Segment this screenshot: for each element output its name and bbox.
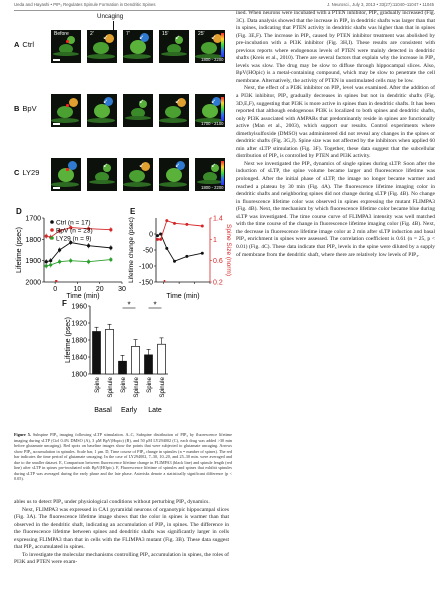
category-label: Spine: [146, 377, 153, 393]
y-axis-label: Lifetime (psec): [65, 317, 72, 363]
lifetime-colorbar: [221, 161, 224, 185]
figure-5: [14, 12, 231, 428]
fluorescent-structure: [165, 106, 181, 118]
x-tick-label: 10: [73, 286, 82, 293]
body_left-paragraph: Next, FLIMPA3 was expressed in CA1 pyramidal neurons of organotypic hippocampal slices (Fig. 3A). The fluorescence lifetime image shows that the color in spines is warmer than that observed in the dendritic shaft, indicating an accumulation of PIP₃ in spines. The difference in the fluorescence lifetime between spines and dendritic shafts was significantly larger in cells expressing FLIMPA3 than that in cells with the FLIMPA3 mutant (Fig. 3B). These data suggest that PIP₃ accumulated in spines.: [14, 506, 229, 551]
x-axis-label: Time (min): [66, 293, 100, 300]
significance-asterisk: *: [127, 300, 131, 310]
lifetime-colorbar: [221, 33, 224, 57]
chart-f: [64, 300, 174, 428]
data-point: [58, 248, 61, 251]
fluorescent-structure: [51, 118, 79, 123]
body-text-right: [236, 10, 435, 259]
category-label: Spinule: [133, 377, 140, 398]
series-line: [158, 221, 203, 240]
body_left-paragraph: ables us to detect PIP₃ under physiological conditions without perturbing PIP₃ dynamics.: [14, 499, 210, 505]
arrow-icon: ↙: [175, 99, 181, 105]
micrograph-tile: [195, 30, 225, 63]
data-point: [165, 219, 168, 222]
micrograph-tile: [195, 158, 225, 191]
lifetime-colorbar: [221, 97, 224, 121]
row-label-ly29: [14, 168, 39, 177]
micrograph-tile: [123, 94, 153, 127]
fluorescent-structure: [89, 180, 115, 184]
uncaging-spot: [66, 104, 69, 107]
row-condition: Ctrl: [22, 40, 35, 49]
panel-letter-d: D: [16, 207, 22, 216]
data-point: [201, 225, 204, 228]
y-tick-label-left: -50: [142, 247, 153, 255]
row-condition: BpV: [22, 104, 37, 113]
legend-marker: [50, 236, 54, 240]
arrow-icon: ↙: [211, 99, 217, 105]
data-point: [69, 259, 72, 262]
x-tick-label: 30: [118, 286, 126, 293]
fluorescent-structure: [125, 116, 151, 120]
timepoint-label: Before: [54, 31, 69, 37]
micrograph-tile: [123, 158, 153, 191]
timepoint-label: 7': [126, 31, 130, 37]
micrograph-tile: [159, 94, 189, 127]
row-letter: C: [14, 168, 20, 177]
data-point: [159, 238, 162, 241]
data-point: [87, 260, 90, 263]
data-point: [109, 228, 112, 231]
y-tick-label-right: 1: [213, 236, 217, 244]
row-condition: LY29: [22, 168, 40, 177]
bar: [93, 332, 101, 375]
y-tick-label: 1840: [71, 354, 87, 362]
group-label: Basal: [94, 407, 112, 414]
arrow-icon: ↙: [139, 99, 145, 105]
y-axis-label-right: Spine Size (norm): [225, 223, 232, 277]
uncaging-spot: [66, 168, 69, 171]
fluorescent-structure: [123, 182, 151, 187]
fluorescent-structure: [93, 42, 109, 54]
timepoint-label: 15': [162, 31, 169, 37]
significance-asterisk: *: [153, 300, 157, 310]
body_left-paragraph: To investigate the molecular mechanisms controlling PIP₃ accumulation in spines, the roles of PI3K and PTEN were exam-: [14, 551, 229, 566]
arrow-icon: ↙: [211, 35, 217, 41]
panel-letter-e: E: [130, 207, 136, 216]
row-label-ctrl: [14, 40, 34, 49]
micrograph-tile: [87, 158, 117, 191]
micrograph-tile: [159, 158, 189, 191]
fluorescent-structure: [129, 170, 145, 182]
micrograph-tile: [159, 30, 189, 63]
chart-e: [126, 212, 231, 298]
fluorescent-structure: [123, 54, 151, 59]
fluorescent-structure: [161, 52, 187, 56]
running-header-left: Ueda and Hayashi • PIP₃ Regulates Spinule Formation in Dendritic Spines: [14, 2, 156, 7]
row-label-bpv: [14, 104, 37, 113]
fluorescent-structure: [130, 40, 146, 54]
x-tick-label: 0: [53, 286, 58, 293]
body_right-paragraph: Next, the effect of a PI3K inhibitor on PIP₃ level was examined. After the addition of a PI3K inhibitor, PIP₃ gradually decreases in spines but not in dendritic shafts (Fig. 3D,E,F), suggesting that PI3K is more active in spines than in dendritic shafts. It has been reported that although endogenous PI3K is localized to both spines and dendritic shafts, only PI3K associated with AMPARs that predominantly reside in spines are functionally active (Man et al., 2003), which support our results. Control experiments where dimethylsulfoxide (DMSO) was administered did not reveal any changes in the spines or dendritic shafts (Fig. 3G,J). Spine size was not affected by the inhibitors when applied 60 min after sLTP stimulation (Fig. 3F). Together, these data suggest that the subcellular distribution of PIP₃ is controlled by PTEN and PI3K activity.: [236, 85, 435, 160]
arrow-icon: ↙: [103, 99, 109, 105]
uncaging-marker: [113, 21, 114, 30]
arrow-icon: ↙: [211, 163, 217, 169]
lifetime-range-label: 1700 - 2100: [201, 121, 224, 126]
data-point: [173, 260, 176, 263]
running-header-right: J. Neurosci., July 3, 2013 • 33(27):11040–11047 • 11045: [327, 2, 434, 7]
row-letter: B: [14, 104, 20, 113]
arrow-icon: ↙: [103, 35, 109, 41]
fluorescent-structure: [57, 106, 73, 118]
scale-bar: [53, 59, 60, 61]
y-tick-label: 1700: [25, 215, 41, 223]
legend-marker: [50, 220, 54, 224]
data-point: [45, 260, 48, 263]
body-text-left: [14, 499, 229, 567]
uncaging-period-bar: [55, 280, 57, 282]
fluorescent-structure: [94, 104, 110, 118]
fluorescent-structure: [69, 98, 78, 107]
y-tick-label: 1800: [71, 371, 87, 379]
scale-bar: [53, 187, 60, 189]
data-point: [49, 263, 52, 266]
group-label: Late: [148, 407, 162, 414]
y-tick-label: 1960: [71, 303, 87, 311]
data-point: [109, 258, 112, 261]
micrograph-tile: [51, 94, 81, 127]
category-label: Spine: [94, 377, 101, 393]
y-tick-label-left: -150: [138, 279, 153, 287]
micrograph-tile: [87, 94, 117, 127]
x-tick-label: 20: [95, 286, 104, 293]
y-tick-label-right: 0.2: [213, 279, 223, 287]
arrow-icon: ↙: [139, 35, 145, 41]
bar: [132, 346, 140, 374]
data-point: [173, 222, 176, 225]
data-point: [87, 244, 90, 247]
fluorescent-structure: [159, 118, 187, 123]
body_right-paragraph: ined. When neurons were incubated with a PTEN inhibitor, PIP₃ gradually increased (Fig. 3C). Data analysis showed that the increase in PIP₃ in dendritic shafts was larger than that in spines, indicating that PTEN activity in dendritic shafts was higher than that in spines (Fig. 3E,F). The increase in PIP₃ caused by PTEN inhibitor treatment was abolished by pre-incubation with a PI3K inhibitor (Fig. 3H,I). These results are consistent with previous reports where endogenous levels of PTEN were mainly detected in dendritic shafts (Kreis et al., 2010). There are several factors that explain why the increase in PIP₃ levels was slow. The drug may be slow to diffuse through hippocampal slices. Also, BpV(HOpic) is a metal-containing compound, which may be slow to penetrate the cell membrane. Alternatively, the activity of PTEN in unstimulated cells may be low.: [236, 10, 435, 84]
micrograph-tile: [51, 30, 81, 63]
uncaging-label: Uncaging: [97, 13, 124, 20]
micrograph-tile: [123, 30, 153, 63]
fluorescent-structure: [51, 182, 79, 187]
y-tick-label: 2000: [25, 279, 41, 287]
micrograph-tile: [51, 158, 81, 191]
data-point: [156, 234, 159, 237]
fluorescent-structure: [87, 54, 115, 59]
x-axis-label: Time (min): [166, 293, 200, 300]
fluorescent-structure: [197, 180, 223, 184]
data-point: [201, 252, 204, 255]
arrow-icon: ↙: [175, 35, 181, 41]
data-point: [185, 255, 188, 258]
arrow-icon: ↙: [103, 163, 109, 169]
fluorescent-structure: [202, 104, 218, 118]
bar: [145, 355, 153, 374]
bar: [158, 344, 166, 374]
bar: [106, 329, 114, 374]
data-point: [156, 238, 159, 241]
caption-text: Subspine PIP₃ imaging following sLTP stimulation. A–C, Subspine distribution of PIP₃ by fluorescence lifetime imaging during sLTP (Ctrl 0.4% DMSO (A), 3 μM BpV(Hopic) (B), and 50 μM LY294002 (C), each drug was added >30 min before glutamate uncaging). Red spots on baseline images show the points that were subjected to glutamate uncaging. Arrows show PIP₃ accumulation in spinules. Scale bar, 1 μm. D, Time course of PIP₃ change in spinules (n = number of spines). The red bar indicates the time period of glutamate uncaging. In the case of LY294002, 7–30, 10–20, and 25–30 min. were averaged and due to the smaller dataset. E, Comparison between fluorescence lifetime change in FLIMPA3 (black line) and spinule length (red line) after sLTP in spines pre-incubated with BpV(HOpic). F, Fluorescence lifetime of spinules and spines that exhibit spinules during sLTP was averaged during the early phase and the late phase. Asterisks denote a statistically significant difference (p < 0.05).: [14, 432, 233, 481]
data-point: [45, 235, 48, 238]
data-point: [185, 223, 188, 226]
y-tick-label-right: 0.6: [213, 258, 223, 266]
data-point: [165, 247, 168, 250]
timepoint-label: 2': [90, 31, 94, 37]
data-point: [45, 264, 48, 267]
y-tick-label: 1920: [71, 320, 87, 328]
y-axis-label-left: Lifetime change (psec): [128, 217, 135, 283]
y-tick-label-right: 1.4: [213, 215, 223, 223]
figure-caption: [14, 432, 232, 482]
panel-letter-f: F: [62, 299, 67, 308]
bar: [119, 361, 127, 374]
lifetime-range-label: 1800 - 2200: [201, 185, 224, 190]
timepoint-label: 25': [198, 31, 205, 37]
category-label: Spinule: [107, 377, 114, 398]
legend-label: BpV (n = 23): [56, 227, 93, 235]
y-tick-label-left: -100: [138, 263, 153, 271]
fluorescent-structure: [87, 118, 115, 123]
caption-title: Figure 5.: [14, 432, 31, 437]
fluorescent-structure: [159, 182, 187, 187]
micrograph-tile: [87, 30, 117, 63]
y-tick-label: 1880: [71, 337, 87, 345]
fluorescent-structure: [166, 168, 182, 182]
data-point: [109, 246, 112, 249]
category-label: Spinule: [159, 377, 166, 398]
fluorescent-structure: [201, 42, 217, 54]
uncaging-spot: [66, 40, 69, 43]
legend-label: LY29 (n = 9): [56, 235, 92, 243]
category-label: Spine: [120, 377, 127, 393]
arrow-icon: ↙: [139, 163, 145, 169]
uncaging-period-bar: [164, 280, 166, 282]
scale-bar: [53, 123, 60, 125]
legend-label: Ctrl (n = 17): [56, 219, 91, 227]
micrograph-tile: [195, 94, 225, 127]
group-label: Early: [121, 407, 137, 414]
y-tick-label-left: 0: [149, 231, 153, 239]
y-tick-label: 1800: [25, 236, 41, 244]
series-line: [46, 260, 111, 266]
chart-d: [14, 212, 126, 298]
series-line: [158, 234, 203, 261]
body_right-paragraph: Next we investigated the PIP₃ dynamics of single spines during sLTP. Soon after the induction of sLTP, the spine volume became larger and fluorescence lifetime was prolonged. After the initial phase of sLTP, the image no longer became warmer and reached a plateau by 30 min (Fig. 4A). The fluorescence lifetime imaging color in dendritic shafts and neighboring spines did not change during sLTP (Fig. 4B). No change in fluorescence lifetime color was observed in spines expressing the mutant FLIMPA3 (Fig. 4B). Next, the mechanism by which fluorescence lifetime color became blue during sLTP was investigated. The time course curve of FLIMPA3 intensity was well matched with the time course of the change in fluorescence lifetime imaging color (Fig. 4B). Next, the decrease in fluorescence lifetime image color at 2 min after sLTP induction and basal PIP₃ enrichment in spines were assessed. The correlation coefficient is 0.61 (n = 25, p < 0.01) (Fig. 4C). These data indicate that PIP₃ levels in the spine were diluted by a supply of membrane from the dendritic shaft, where there are relatively low levels of PIP₃.: [236, 160, 435, 258]
arrow-icon: ↙: [175, 163, 181, 169]
fluorescent-structure: [53, 52, 79, 56]
data-point: [49, 259, 52, 262]
row-letter: A: [14, 40, 20, 49]
y-axis-label: Lifetime (psec): [16, 227, 23, 273]
legend-marker: [50, 228, 54, 232]
y-tick-label: 1900: [25, 258, 41, 266]
data-point: [58, 260, 61, 263]
lifetime-range-label: 1800 - 2200: [201, 57, 224, 62]
fluorescent-structure: [68, 161, 77, 170]
series-line: [46, 243, 111, 262]
